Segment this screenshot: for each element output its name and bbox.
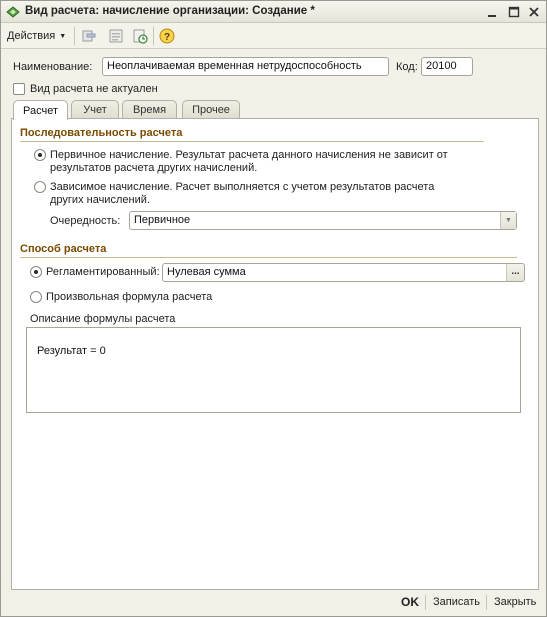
order-select[interactable] xyxy=(129,211,517,230)
footer-separator xyxy=(425,595,426,610)
not-actual-checkbox[interactable] xyxy=(13,83,25,95)
name-label: Наименование: xyxy=(13,61,93,73)
dependent-accrual-line-2: других начислений. xyxy=(50,194,150,206)
toolbar-separator xyxy=(153,27,154,45)
regulated-label[interactable]: Регламентированный: xyxy=(46,266,160,278)
copy-icon[interactable] xyxy=(80,27,98,45)
tab-label: Время xyxy=(132,104,167,116)
close-dialog-button[interactable]: Закрыть xyxy=(494,596,537,608)
refresh-icon[interactable] xyxy=(131,27,149,45)
title-bar[interactable] xyxy=(1,1,546,23)
formula-description-label: Описание формулы расчета xyxy=(30,313,176,325)
tab-other[interactable] xyxy=(182,100,240,119)
tab-label: Прочее xyxy=(192,104,230,116)
svg-text:?: ? xyxy=(163,32,171,43)
dependent-accrual-radio[interactable] xyxy=(34,181,46,193)
close-button[interactable] xyxy=(527,5,541,19)
tab-label: Расчет xyxy=(23,104,58,117)
method-section-title: Способ расчета xyxy=(20,243,107,255)
minimize-button[interactable] xyxy=(485,5,499,19)
tab-calculation[interactable] xyxy=(13,100,68,120)
footer-separator xyxy=(486,595,487,610)
primary-accrual-radio[interactable] xyxy=(34,149,46,161)
help-icon[interactable] xyxy=(158,27,176,45)
primary-accrual-line-1: Первичное начисление. Результат расчета данного начисления не зависит от xyxy=(50,149,448,161)
actions-menu-label: Действия xyxy=(7,30,56,42)
chevron-down-icon[interactable]: ▼ xyxy=(500,212,516,229)
tab-accounting[interactable] xyxy=(71,100,119,119)
formula-text: Результат = 0 xyxy=(37,345,106,357)
toolbar-separator xyxy=(74,27,75,45)
tab-label: Учет xyxy=(83,104,107,116)
actions-menu-button[interactable] xyxy=(7,28,66,44)
chevron-down-icon: ▼ xyxy=(59,32,67,40)
section-divider xyxy=(20,141,484,142)
tab-time[interactable] xyxy=(122,100,177,119)
maximize-button[interactable] xyxy=(507,5,521,19)
order-label: Очередность: xyxy=(50,215,121,227)
regulated-method-value: Нулевая сумма xyxy=(167,266,246,278)
regulated-radio[interactable] xyxy=(30,266,42,278)
toolbar xyxy=(1,23,546,49)
formula-description-box[interactable] xyxy=(26,327,521,413)
window-title: Вид расчета: начисление организации: Создание * xyxy=(25,5,315,17)
regulated-method-input[interactable] xyxy=(162,263,525,282)
name-input[interactable]: Неоплачиваемая временная нетрудоспособность xyxy=(102,57,389,76)
sequence-section-title: Последовательность расчета xyxy=(20,127,183,139)
save-button[interactable]: Записать xyxy=(433,596,481,608)
choose-button[interactable]: ... xyxy=(506,264,524,282)
dependent-accrual-label[interactable] xyxy=(50,181,434,207)
code-input[interactable]: 20100 xyxy=(421,57,473,76)
arbitrary-formula-radio[interactable] xyxy=(30,291,42,303)
app-logo-icon xyxy=(6,6,20,18)
order-select-value: Первичное xyxy=(134,214,191,226)
code-label: Код: xyxy=(396,61,418,73)
primary-accrual-line-2: результатов расчета других начислений. xyxy=(50,162,258,174)
not-actual-label[interactable]: Вид расчета не актуален xyxy=(30,83,158,95)
section-divider xyxy=(20,257,517,258)
ok-button[interactable]: OK xyxy=(401,595,419,609)
arbitrary-formula-label[interactable]: Произвольная формула расчета xyxy=(46,291,213,303)
primary-accrual-label[interactable] xyxy=(50,149,448,175)
dependent-accrual-line-1: Зависимое начисление. Расчет выполняется с учетом результатов расчета xyxy=(50,181,435,193)
list-icon[interactable] xyxy=(107,27,125,45)
